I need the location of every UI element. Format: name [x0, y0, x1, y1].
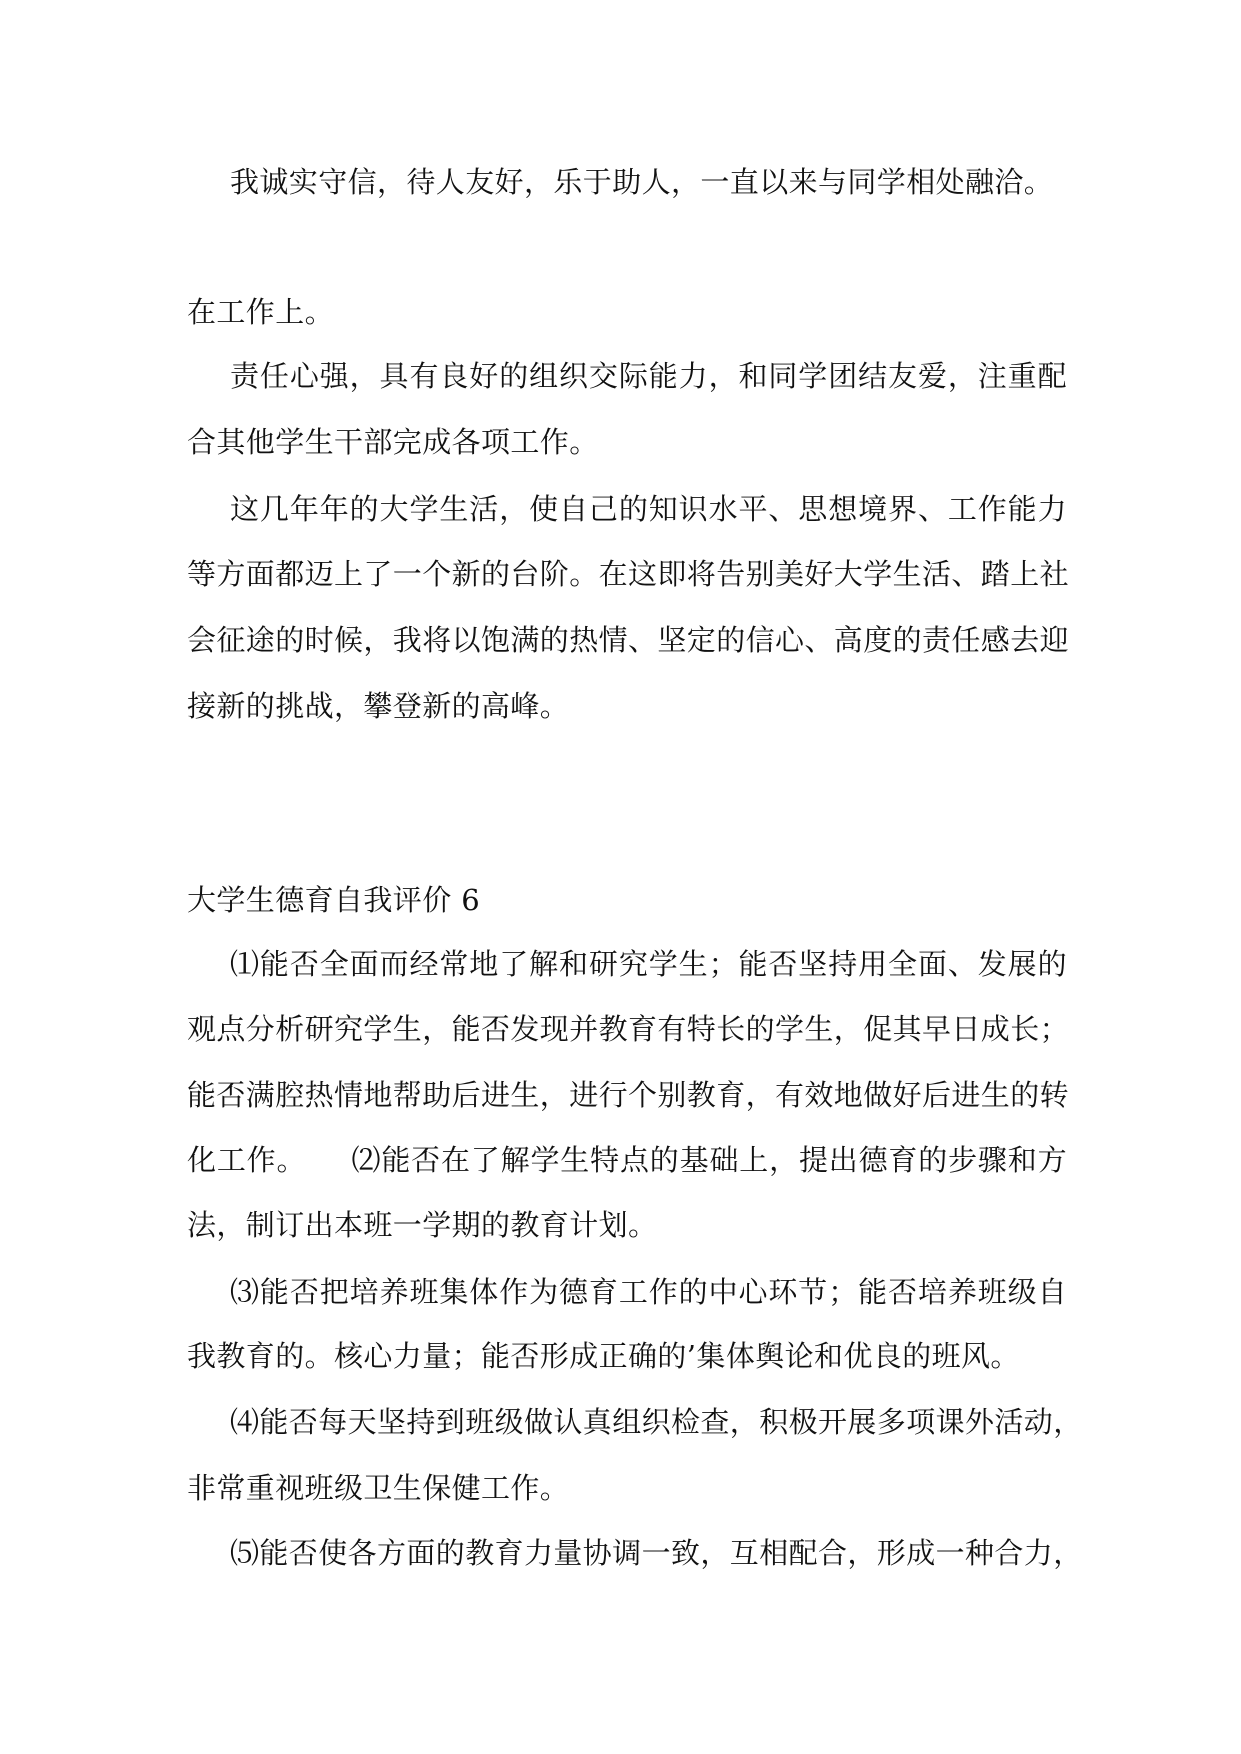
item-1-2-line-4: 化工作。 ⑵能否在了解学生特点的基础上，提出德育的步骤和方 — [187, 1143, 1067, 1177]
item-5-line-1: ⑸能否使各方面的教育力量协调一致，互相配合，形成一种合力， — [230, 1536, 1083, 1570]
paragraph-college-life-line-2: 等方面都迈上了一个新的台阶。在这即将告别美好大学生活、踏上社 — [187, 557, 1070, 591]
paragraph-college-life-line-1: 这几年年的大学生活，使自己的知识水平、思想境界、工作能力 — [230, 492, 1067, 526]
item-3-line-2: 我教育的。核心力量；能否形成正确的’集体舆论和优良的班风。 — [187, 1339, 1020, 1373]
section-title-moral-evaluation: 大学生德育自我评价 6 — [187, 883, 481, 917]
item-4-line-2: 非常重视班级卫生保健工作。 — [187, 1471, 570, 1505]
item-4-line-1: ⑷能否每天坚持到班级做认真组织检查，积极开展多项课外活动， — [230, 1405, 1083, 1439]
item-1-line-1: ⑴能否全面而经常地了解和研究学生；能否坚持用全面、发展的 — [230, 947, 1067, 981]
paragraph-college-life-line-4: 接新的挑战，攀登新的高峰。 — [187, 689, 570, 723]
section-work-heading: 在工作上。 — [187, 295, 335, 329]
item-1-line-3: 能否满腔热情地帮助后进生，进行个别教育，有效地做好后进生的转 — [187, 1078, 1070, 1112]
paragraph-college-life-line-3: 会征途的时候，我将以饱满的热情、坚定的信心、高度的责任感去迎 — [187, 623, 1070, 657]
paragraph-responsibility-line-1: 责任心强，具有良好的组织交际能力，和同学团结友爱，注重配 — [230, 359, 1067, 393]
item-3-line-1: ⑶能否把培养班集体作为德育工作的中心环节；能否培养班级自 — [230, 1275, 1067, 1309]
paragraph-honesty: 我诚实守信，待人友好，乐于助人，一直以来与同学相处融洽。 — [230, 165, 1054, 199]
item-2-line-2: 法，制订出本班一学期的教育计划。 — [187, 1208, 658, 1242]
item-1-line-2: 观点分析研究学生，能否发现并教育有特长的学生，促其早日成长； — [187, 1012, 1070, 1046]
paragraph-responsibility-line-2: 合其他学生干部完成各项工作。 — [187, 425, 599, 459]
